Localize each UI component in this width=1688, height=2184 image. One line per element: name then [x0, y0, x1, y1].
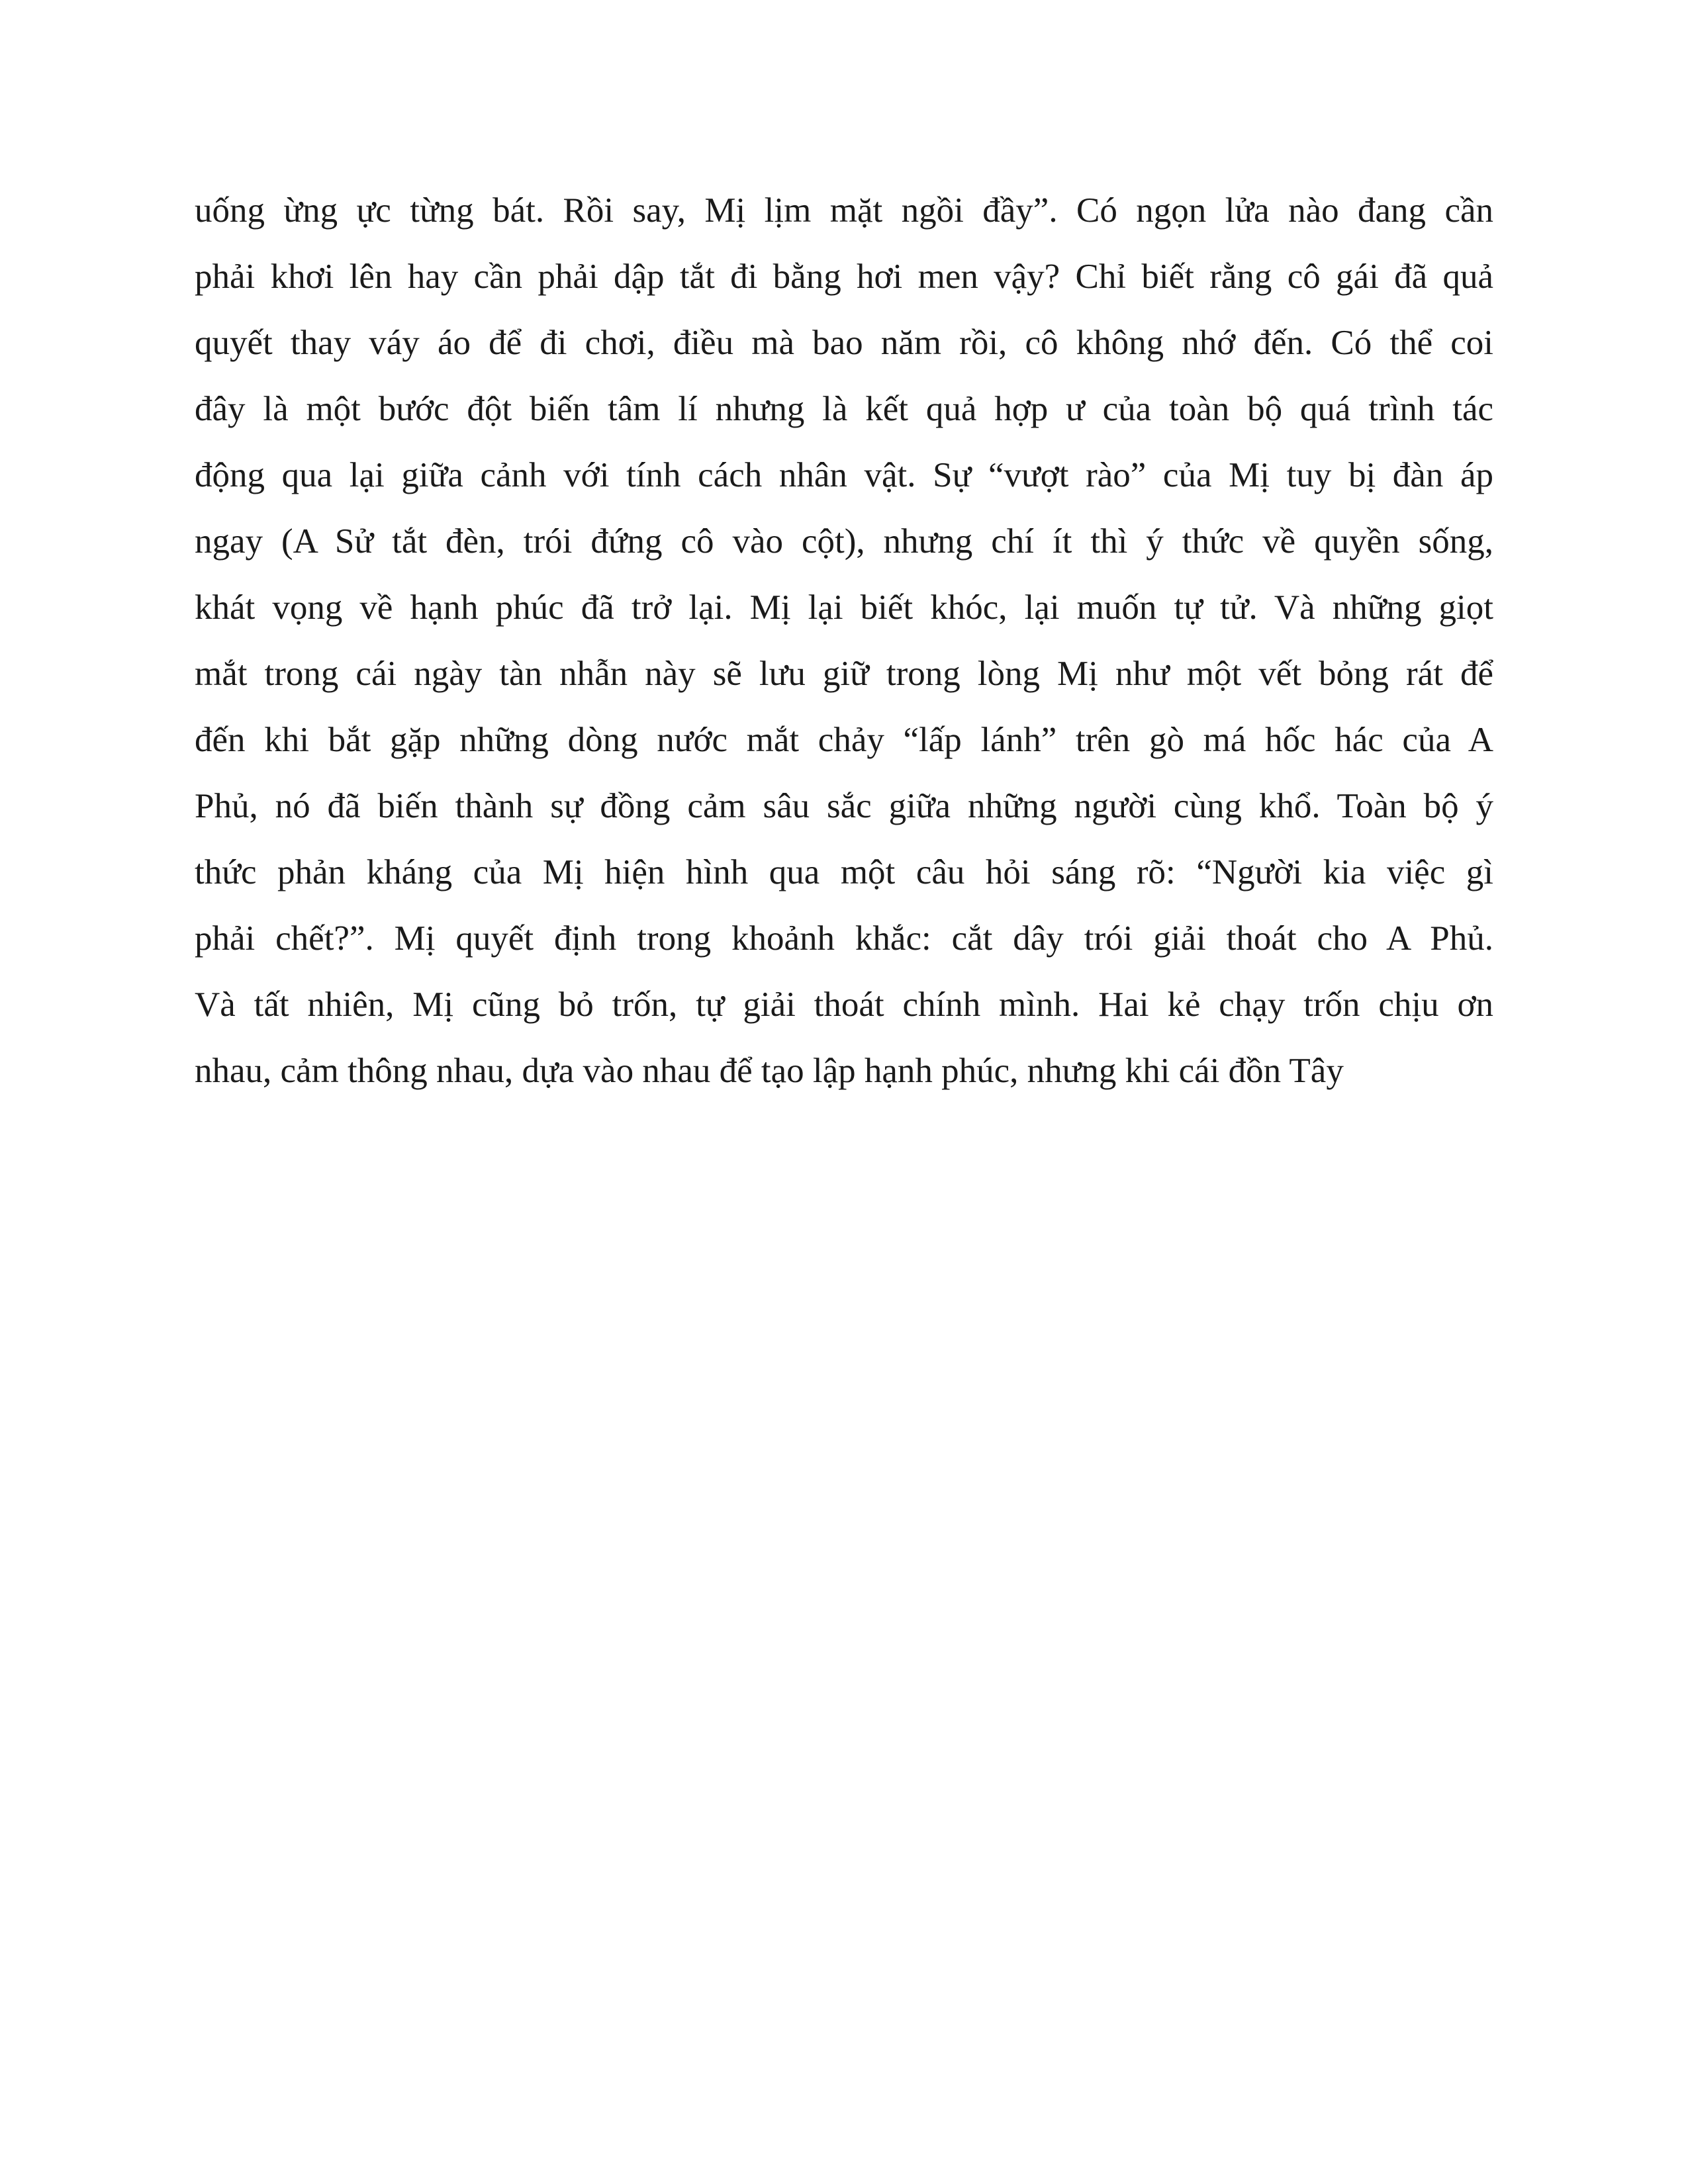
- text-line: mắt trong cái ngày tàn nhẫn này sẽ lưu giữ trong lòng Mị như một vết bỏng rát để: [195, 655, 1493, 693]
- text-line: quyết thay váy áo để đi chơi, điều mà bao năm rồi, cô không nhớ đến. Có thể coi: [195, 324, 1493, 362]
- body-paragraph: [195, 177, 1493, 1104]
- text-line: Và tất nhiên, Mị cũng bỏ trốn, tự giải thoát chính mình. Hai kẻ chạy trốn chịu ơn: [195, 985, 1493, 1024]
- text-line: phải chết?”. Mị quyết định trong khoảnh khắc: cắt dây trói giải thoát cho A Phủ.: [195, 919, 1493, 958]
- text-line: đến khi bắt gặp những dòng nước mắt chảy “lấp lánh” trên gò má hốc hác của A: [195, 721, 1493, 759]
- text-line: thức phản kháng của Mị hiện hình qua một câu hỏi sáng rõ: “Người kia việc gì: [195, 853, 1493, 891]
- text-line: ngay (A Sử tắt đèn, trói đứng cô vào cột), nhưng chí ít thì ý thức về quyền sống,: [195, 522, 1493, 561]
- text-line: Phủ, nó đã biến thành sự đồng cảm sâu sắc giữa những người cùng khổ. Toàn bộ ý: [195, 787, 1493, 825]
- text-line: phải khơi lên hay cần phải dập tắt đi bằng hơi men vậy? Chỉ biết rằng cô gái đã quả: [195, 257, 1493, 296]
- text-line: động qua lại giữa cảnh với tính cách nhân vật. Sự “vượt rào” của Mị tuy bị đàn áp: [195, 456, 1493, 494]
- text-line: khát vọng về hạnh phúc đã trở lại. Mị lại biết khóc, lại muốn tự tử. Và những giọt: [195, 588, 1493, 627]
- text-line: uống ừng ực từng bát. Rồi say, Mị lịm mặt ngồi đầy”. Có ngọn lửa nào đang cần: [195, 191, 1493, 230]
- text-line: đây là một bước đột biến tâm lí nhưng là kết quả hợp ư của toàn bộ quá trình tác: [195, 390, 1493, 428]
- text-line: nhau, cảm thông nhau, dựa vào nhau để tạo lập hạnh phúc, nhưng khi cái đồn Tây: [195, 1052, 1344, 1090]
